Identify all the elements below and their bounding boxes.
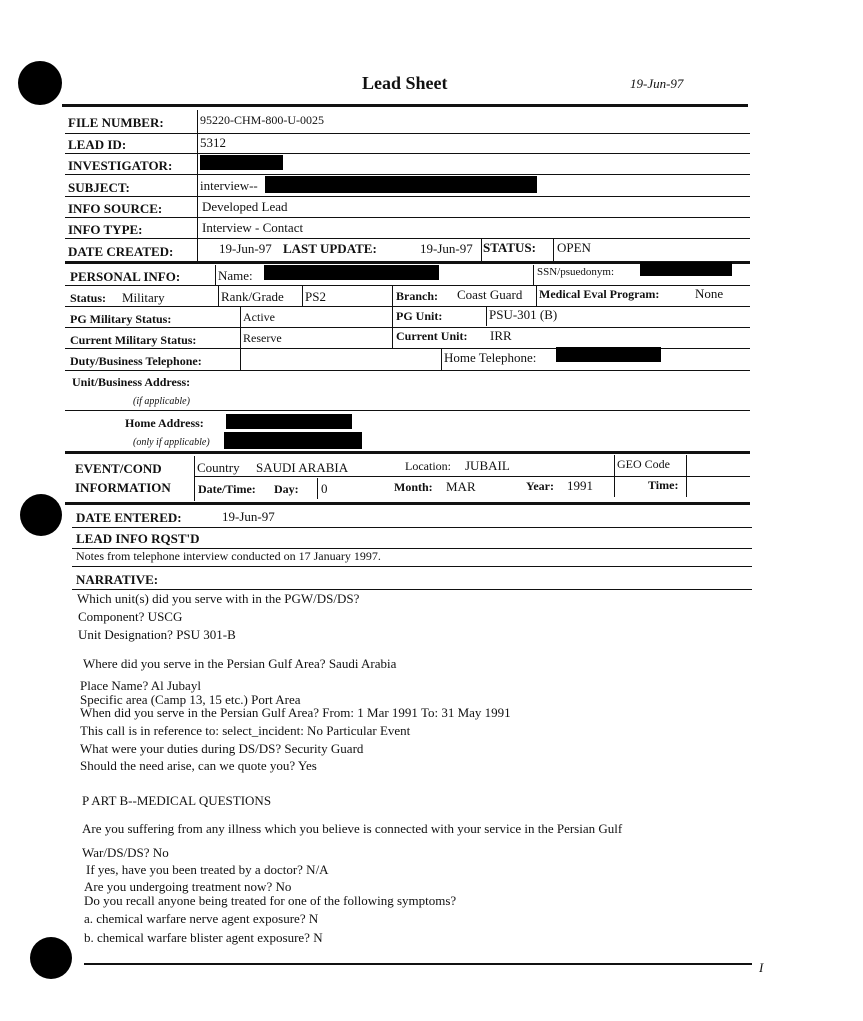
info-source-value: Developed Lead xyxy=(202,199,288,214)
subject-value: interview-- xyxy=(200,178,258,193)
narrative-line: Do you recall anyone being treated for one of the following symptoms? xyxy=(84,893,457,908)
lead-info-label: LEAD INFO RQST'D xyxy=(76,531,200,546)
lead-id-value: 5312 xyxy=(200,135,226,150)
narrative-line: This call is in reference to: select_incident: No Particular Event xyxy=(80,723,411,738)
narrative-line: Should the need arise, can we quote you? Yes xyxy=(80,758,317,773)
file-number-label: FILE NUMBER: xyxy=(68,115,164,130)
narrative-line: Are you suffering from any illness which you believe is connected with your service in the Persian Gulf xyxy=(82,821,623,836)
country-label: Country xyxy=(197,460,240,475)
narrative-line: b. chemical warfare blister agent exposure? N xyxy=(84,930,323,945)
date-time-label: Date/Time: xyxy=(198,482,256,496)
day-value: 0 xyxy=(321,481,328,496)
narrative-line: Unit Designation? PSU 301-B xyxy=(78,627,236,642)
duty-telephone-label: Duty/Business Telephone: xyxy=(70,354,202,368)
status-badge: OPEN xyxy=(557,240,591,255)
file-number-value: 95220-CHM-800-U-0025 xyxy=(200,113,324,127)
narrative-line: War/DS/DS? No xyxy=(82,845,169,860)
personal-info-label: PERSONAL INFO: xyxy=(70,269,181,284)
narrative-line: If yes, have you been treated by a doctor? N/A xyxy=(86,862,329,877)
date-created-label: DATE CREATED: xyxy=(68,244,174,259)
time-label: Time: xyxy=(648,478,679,492)
lead-id-label: LEAD ID: xyxy=(68,137,127,152)
medical-eval-label: Medical Eval Program: xyxy=(539,287,660,301)
medical-eval-value: None xyxy=(695,286,724,301)
current-military-status-value: Reserve xyxy=(243,331,282,345)
status-label: STATUS: xyxy=(483,240,536,255)
date-entered-value: 19-Jun-97 xyxy=(222,509,275,524)
status-value: Military xyxy=(122,290,165,305)
date-entered-label: DATE ENTERED: xyxy=(76,510,182,525)
country-value: SAUDI ARABIA xyxy=(256,460,349,475)
last-update-label: LAST UPDATE: xyxy=(283,241,377,256)
redaction xyxy=(224,432,362,449)
redaction xyxy=(200,155,283,170)
if-applicable-note: (if applicable) xyxy=(133,396,190,407)
ssn-label: SSN/psuedonym: xyxy=(537,266,615,278)
redaction xyxy=(264,265,439,280)
redaction xyxy=(556,347,661,362)
narrative-line: Are you undergoing treatment now? No xyxy=(84,879,292,894)
branch-label: Branch: xyxy=(396,289,438,303)
narrative-line: Place Name? Al Jubayl xyxy=(80,678,201,693)
event-cond-label: EVENT/COND xyxy=(75,461,162,476)
narrative-line: a. chemical warfare nerve agent exposure? N xyxy=(84,911,319,926)
info-source-label: INFO SOURCE: xyxy=(68,201,163,216)
narrative-line: P ART B--MEDICAL QUESTIONS xyxy=(82,793,272,808)
notes-text: Notes from telephone interview conducted on 17 January 1997. xyxy=(76,549,381,563)
date-created-value: 19-Jun-97 xyxy=(219,241,272,256)
last-update-value: 19-Jun-97 xyxy=(420,241,473,256)
day-label: Day: xyxy=(274,482,299,496)
pg-military-status-label: PG Military Status: xyxy=(70,312,172,326)
page-mark: I xyxy=(759,960,764,975)
redaction xyxy=(226,414,352,429)
header-date: 19-Jun-97 xyxy=(630,76,684,91)
narrative-line: Component? USCG xyxy=(78,609,183,624)
subject-label: SUBJECT: xyxy=(68,180,130,195)
pg-military-status-value: Active xyxy=(243,310,275,324)
month-value: MAR xyxy=(446,479,476,494)
info-type-label: INFO TYPE: xyxy=(68,222,143,237)
status-label: Status: xyxy=(70,291,107,305)
punch-hole xyxy=(18,61,62,105)
narrative-line: Where did you serve in the Persian Gulf Area? Saudi Arabia xyxy=(83,656,397,671)
narrative-line: Which unit(s) did you serve with in the PGW/DS/DS? xyxy=(77,591,360,606)
month-label: Month: xyxy=(394,480,433,494)
branch-value: Coast Guard xyxy=(457,287,523,302)
investigator-label: INVESTIGATOR: xyxy=(68,158,173,173)
location-label: Location: xyxy=(405,459,451,473)
narrative-label: NARRATIVE: xyxy=(76,572,159,587)
info-type-value: Interview - Contact xyxy=(202,220,304,235)
current-military-status-label: Current Military Status: xyxy=(70,333,197,347)
event-information-label: INFORMATION xyxy=(75,480,171,495)
pg-unit-label: PG Unit: xyxy=(396,309,443,323)
punch-hole xyxy=(20,494,62,536)
current-unit-label: Current Unit: xyxy=(396,329,468,343)
name-label: Name: xyxy=(218,268,253,283)
year-value: 1991 xyxy=(567,478,593,493)
geo-code-label: GEO Code xyxy=(617,457,670,471)
narrative-line: When did you serve in the Persian Gulf Area? From: 1 Mar 1991 To: 31 May 1991 xyxy=(80,705,511,720)
current-unit-value: IRR xyxy=(490,328,512,343)
home-address-label: Home Address: xyxy=(125,416,204,430)
redaction xyxy=(265,176,537,193)
only-if-applicable-note: (only if applicable) xyxy=(133,437,210,448)
rank-label: Rank/Grade xyxy=(221,289,284,304)
pg-unit-value: PSU-301 (B) xyxy=(489,307,558,322)
punch-hole xyxy=(30,937,72,979)
narrative-line: What were your duties during DS/DS? Security Guard xyxy=(80,741,364,756)
rank-value: PS2 xyxy=(305,289,326,304)
redaction xyxy=(640,262,732,276)
location-value: JUBAIL xyxy=(465,458,510,473)
unit-address-label: Unit/Business Address: xyxy=(72,375,191,389)
home-telephone-label: Home Telephone: xyxy=(444,350,537,365)
page-title: Lead Sheet xyxy=(362,73,448,93)
year-label: Year: xyxy=(526,479,554,493)
narrative-line: Specific area (Camp 13, 15 etc.) Port Area xyxy=(80,692,301,707)
